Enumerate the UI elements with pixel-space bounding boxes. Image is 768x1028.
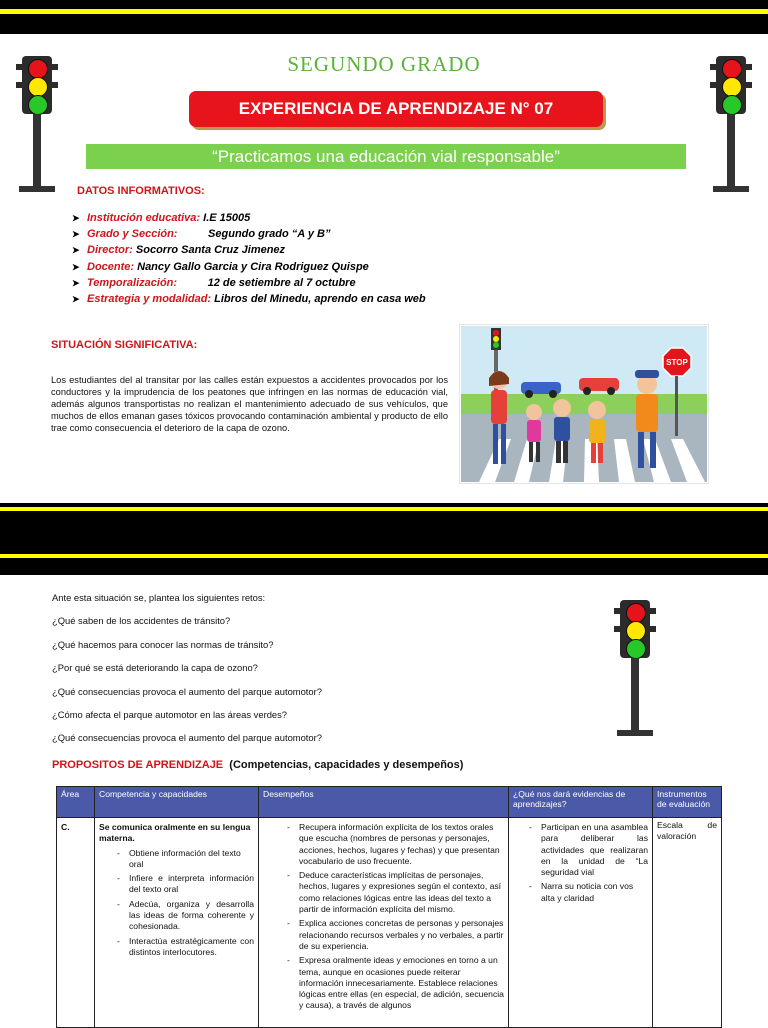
traffic-light-icon [710,56,752,196]
header-instrumentos: Instrumentos de evaluación [653,787,722,818]
arrow-icon: ➤ [72,277,80,288]
info-item: ➤ Grado y Sección: Segundo grado “A y B” [72,228,331,241]
situacion-text: Los estudiantes del al transitar por las calles están expuestos a accidentes provocados por los conductores y la imprudencia de los peatones que infringen en las normas de educación vial, además algunos transportistas no realizan el mantenimiento adecuado de sus vehículos, que muchos de ellos emanan gases tóxicos provocando contaminación ambiental y producto de ello trae como consecuencia el deterioro de la capa de ozono. [51,375,448,433]
reto-line: ¿Qué hacemos para conocer las normas de tránsito? [52,638,274,650]
info-list [72,210,426,307]
slogan-banner: “Practicamos una educación vial responsable” [86,144,686,169]
header-area: Área [57,787,95,818]
header-evidencias: ¿Qué nos dará evidencias de aprendizajes? [509,787,653,818]
info-item: ➤ Estrategia y modalidad: Libros del Minedu, aprendo en casa web [72,292,426,305]
reto-line: Ante esta situación se, plantea los siguientes retos: [52,592,266,603]
table-row [57,818,722,1028]
info-item: ➤ Temporalización: 12 de setiembre al 7 octubre [72,276,356,289]
arrow-icon: ➤ [72,261,80,272]
info-item: ➤ Docente: Nancy Gallo Garcia y Cira Rodriguez Quispe [72,260,369,273]
grade-title: SEGUNDO GRADO [287,52,481,76]
arrow-icon: ➤ [72,229,80,240]
reto-line: ¿Por qué se está deteriorando la capa de ozono? [52,662,258,674]
stop-sign-text: STOP [666,358,688,367]
desempenos-cell: - Recupera información explícita de los textos orales que escucha (nombres de personas y personajes, acciones, hechos, lugares y fechas) y que presentan vocabulario de uso frecuente. - Deduce características implícitas de personajes, hechos, lugares y expresiones según el contexto, así como relaciones lógicas entre las ideas del texto a partir de información explícita del mismo. - Explica acciones concretas de personas y personajes relacionando recursos verbales y no verbales, a partir de su experiencia. - Expresa oralmente ideas y emociones en torno a un tema, aunque en ocasiones puede reiterar información innecesariamente. Establece relaciones lógicas entre ellas (en especial, de adición, secuencia y causa), a través de algunos [259,818,509,1028]
situacion-title: SITUACIÓN SIGNIFICATIVA: [51,339,198,351]
top-band [0,0,768,34]
competencia-cell: Se comunica oralmente en su lengua materna. - Obtiene información del texto oral - Infiere e interpreta información del texto oral - Adecúa, organiza y desarrolla las ideas de forma coherente y cohesionada. - Interactúa estratégicamente con distintos interlocutores. [95,818,259,1028]
reto-line: ¿Qué consecuencias provoca el aumento del parque automotor? [52,732,322,744]
evidencias-cell: - Participan en una asamblea para deliberar las actividades que realizaran en la unidad de “La seguridad vial - Narra su noticia con vos alta y claridad [509,818,653,1028]
datos-title: DATOS INFORMATIVOS: [77,185,205,197]
propositos-title: PROPOSITOS DE APRENDIZAJE (Competencias, capacidades y desempeños) [52,759,464,771]
crosswalk-illustration [459,324,709,484]
header-competencia: Competencia y capacidades [95,787,259,818]
experience-title: EXPERIENCIA DE APRENDIZAJE N° 07 [189,91,603,127]
traffic-light-icon [16,56,58,196]
reto-line: ¿Qué consecuencias provoca el aumento del parque automotor? [52,685,322,697]
middle-band [0,503,768,575]
arrow-icon: ➤ [72,213,80,223]
arrow-icon: ➤ [72,293,80,304]
traffic-light-icon [614,600,656,740]
reto-line: ¿Qué saben de los accidentes de tránsito? [52,615,231,627]
info-item: ➤ Director: Socorro Santa Cruz Jimenez [72,244,286,257]
reto-line: ¿Cómo afecta el parque automotor en las áreas verdes? [52,708,288,720]
propositos-table [56,786,722,1028]
retos-list [52,592,612,756]
instrumento-cell: Escala de valoración [653,818,722,1028]
area-cell: C. [57,818,95,1028]
arrow-icon: ➤ [72,245,80,256]
header-desempenos: Desempeños [259,787,509,818]
info-item: ➤ Institución educativa: I.E 15005 [72,212,251,224]
